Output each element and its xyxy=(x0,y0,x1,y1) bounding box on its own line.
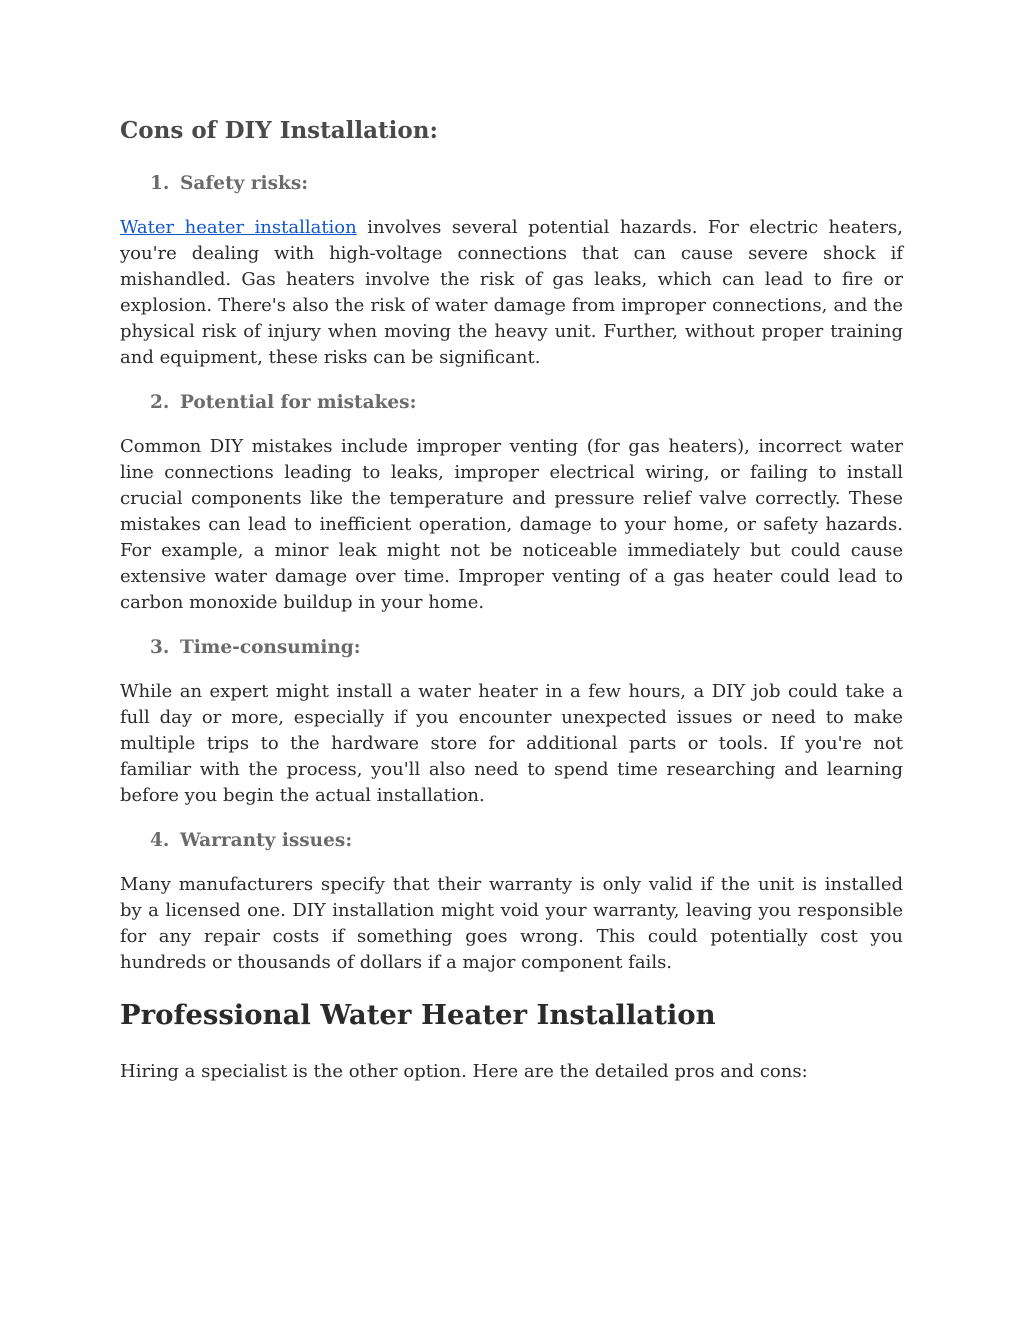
list-heading-potential-mistakes xyxy=(150,391,903,415)
list-heading-time-consuming xyxy=(150,636,903,660)
list-title: Warranty issues: xyxy=(180,830,353,852)
paragraph-potential-mistakes: Common DIY mistakes include improper venting (for gas heaters), incorrect water line connections leading to leaks, improper electrical wiring, or failing to install crucial components like the temperature and pressure relief valve correctly. These mistakes can lead to inefficient operation, damage to your home, or safety hazards. For example, a minor leak might not be noticeable immediately but could cause extensive water damage over time. Improper venting of a gas heater could lead to carbon monoxide buildup in your home. xyxy=(120,435,903,613)
list-heading-warranty-issues xyxy=(150,829,903,853)
water-heater-installation-link[interactable]: Water heater installation xyxy=(120,216,357,238)
paragraph-text: involves several potential hazards. For electric heaters, you're dealing with high-voltage connections that can cause severe shock if mishandled. Gas heaters involve the risk of gas leaks, which can lead to fire or explosion. There's also the risk of water damage from improper connections, and the physical risk of injury when moving the heavy unit. Further, without proper training and equipment, these risks can be significant. xyxy=(120,216,903,368)
document-page xyxy=(120,116,903,1085)
paragraph-safety-risks xyxy=(120,215,903,371)
list-number: 3. xyxy=(150,636,170,658)
professional-intro-paragraph: Hiring a specialist is the other option. Here are the detailed pros and cons: xyxy=(120,1060,808,1082)
list-title: Time-consuming: xyxy=(180,636,361,658)
list-number: 1. xyxy=(150,172,170,194)
cons-heading: Cons of DIY Installation: xyxy=(120,117,438,144)
list-number: 4. xyxy=(150,830,170,852)
paragraph-warranty-issues: Many manufacturers specify that their warranty is only valid if the unit is installed by a licensed one. DIY installation might void your warranty, leaving you responsible for any repair costs if something goes wrong. This could potentially cost you hundreds or thousands of dollars if a major component fails. xyxy=(120,874,903,974)
paragraph-time-consuming: While an expert might install a water heater in a few hours, a DIY job could take a full day or more, especially if you encounter unexpected issues or need to make multiple trips to the hardware store for additional parts or tools. If you're not familiar with the process, you'll also need to spend time researching and learning before you begin the actual installation. xyxy=(120,681,903,807)
list-title: Potential for mistakes: xyxy=(180,391,417,413)
professional-installation-heading: Professional Water Heater Installation xyxy=(120,999,716,1032)
list-number: 2. xyxy=(150,391,170,413)
list-title: Safety risks: xyxy=(180,172,309,194)
list-heading-safety-risks xyxy=(150,172,903,196)
